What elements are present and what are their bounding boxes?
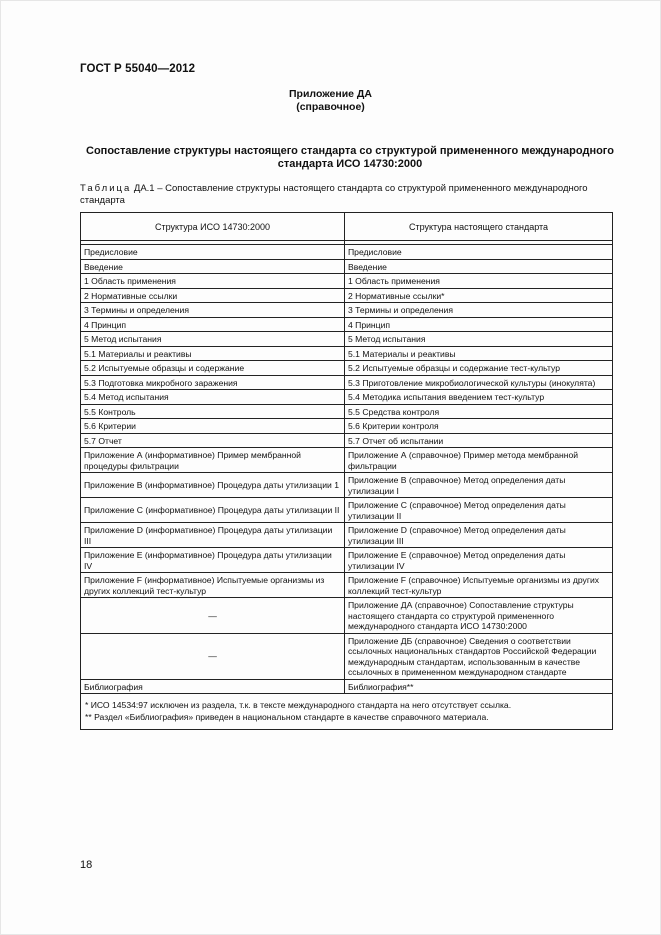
cell-iso-structure: 2 Нормативные ссылки xyxy=(81,288,345,303)
cell-iso-structure: Приложение F (информативное) Испытуемые организмы из других коллекций тест-культур xyxy=(81,573,345,598)
cell-national-structure: Приложение Е (справочное) Метод определения даты утилизации IV xyxy=(345,548,613,573)
table-row xyxy=(81,598,613,634)
table-row xyxy=(81,679,613,694)
cell-national-structure: 3 Термины и определения xyxy=(345,303,613,318)
table-footnote: ** Раздел «Библиография» приведен в национальном стандарте в качестве справочного материала. xyxy=(85,712,489,722)
table-row xyxy=(81,245,613,260)
cell-iso-structure: — xyxy=(81,633,345,679)
table-row xyxy=(81,448,613,473)
comparison-table xyxy=(80,212,613,730)
cell-national-structure: Предисловие xyxy=(345,245,613,260)
cell-national-structure: Введение xyxy=(345,259,613,274)
cell-iso-structure: 5.5 Контроль xyxy=(81,404,345,419)
table-row xyxy=(81,498,613,523)
cell-iso-structure: Приложение С (информативное) Процедура даты утилизации II xyxy=(81,498,345,523)
table-row xyxy=(81,419,613,434)
table-row xyxy=(81,303,613,318)
cell-iso-structure: 5.4 Метод испытания xyxy=(81,390,345,405)
cell-iso-structure: 5.6 Критерии xyxy=(81,419,345,434)
cell-iso-structure: 3 Термины и определения xyxy=(81,303,345,318)
table-row xyxy=(81,274,613,289)
cell-national-structure: 4 Принцип xyxy=(345,317,613,332)
table-footnote: * ИСО 14534:97 исключен из раздела, т.к. в тексте международного стандарта на него отсутствует ссылка. xyxy=(85,700,512,710)
cell-national-structure: Приложение ДА (справочное) Сопоставление структуры настоящего стандарта со структурой примененного международного стандарта ИСО 14730:2000 xyxy=(345,598,613,634)
table-header-row xyxy=(81,213,613,241)
table-row xyxy=(81,317,613,332)
appendix-title: Приложение ДА xyxy=(289,88,372,100)
cell-national-structure: 5.4 Методика испытания введением тест-культур xyxy=(345,390,613,405)
table-row xyxy=(81,433,613,448)
table-row xyxy=(81,346,613,361)
table-row xyxy=(81,361,613,376)
cell-iso-structure: Приложение Е (информативное) Процедура даты утилизации IV xyxy=(81,548,345,573)
section-title: Сопоставление структуры настоящего стандарта со структурой примененного международного стандарта ИСО 14730:2000 xyxy=(86,145,614,170)
cell-national-structure: 2 Нормативные ссылки* xyxy=(345,288,613,303)
cell-iso-structure: Приложение А (информативное) Пример мембранной процедуры фильтрации xyxy=(81,448,345,473)
table-header-cell: Структура настоящего стандарта xyxy=(345,213,613,241)
cell-national-structure: 5.2 Испытуемые образцы и содержание тест-культур xyxy=(345,361,613,376)
cell-national-structure: 1 Область применения xyxy=(345,274,613,289)
table-caption-number: ДА.1 xyxy=(133,183,155,194)
cell-iso-structure: Введение xyxy=(81,259,345,274)
cell-national-structure: Приложение ДБ (справочное) Сведения о соответствии ссылочных национальных стандартов Российской Федерации международным стандартам, использованным в качестве ссылочных в примененном международном стандарте xyxy=(345,633,613,679)
cell-iso-structure: Библиография xyxy=(81,679,345,694)
cell-iso-structure: 5.7 Отчет xyxy=(81,433,345,448)
cell-national-structure: 5.5 Средства контроля xyxy=(345,404,613,419)
cell-national-structure: 5.6 Критерии контроля xyxy=(345,419,613,434)
table-row xyxy=(81,390,613,405)
cell-iso-structure: 5 Метод испытания xyxy=(81,332,345,347)
table-notes xyxy=(81,694,613,730)
table-caption-text: – Сопоставление структуры настоящего стандарта со структурой примененного международного стандарта xyxy=(80,183,588,206)
cell-iso-structure: 5.1 Материалы и реактивы xyxy=(81,346,345,361)
cell-national-structure: Приложение С (справочное) Метод определения даты утилизации II xyxy=(345,498,613,523)
table-row xyxy=(81,332,613,347)
table-row xyxy=(81,288,613,303)
cell-iso-structure: 5.2 Испытуемые образцы и содержание xyxy=(81,361,345,376)
table-row xyxy=(81,633,613,679)
cell-national-structure: Приложение А (справочное) Пример метода мембранной фильтрации xyxy=(345,448,613,473)
cell-national-structure: 5.1 Материалы и реактивы xyxy=(345,346,613,361)
cell-iso-structure: Предисловие xyxy=(81,245,345,260)
table-row xyxy=(81,259,613,274)
table-row xyxy=(81,375,613,390)
table-header-cell: Структура ИСО 14730:2000 xyxy=(81,213,345,241)
table-row xyxy=(81,523,613,548)
cell-iso-structure: Приложение В (информативное) Процедура даты утилизации 1 xyxy=(81,473,345,498)
table-caption-label: Таблица xyxy=(80,183,132,194)
table-notes-row xyxy=(81,694,613,730)
table-row xyxy=(81,548,613,573)
cell-iso-structure: 5.3 Подготовка микробного заражения xyxy=(81,375,345,390)
cell-national-structure: 5.3 Приготовление микробиологической культуры (инокулята) xyxy=(345,375,613,390)
cell-iso-structure: 4 Принцип xyxy=(81,317,345,332)
table-row xyxy=(81,404,613,419)
cell-iso-structure: Приложение D (информативное) Процедура даты утилизации III xyxy=(81,523,345,548)
cell-national-structure: Приложение D (справочное) Метод определения даты утилизации III xyxy=(345,523,613,548)
cell-iso-structure: 1 Область применения xyxy=(81,274,345,289)
table-caption xyxy=(80,183,610,207)
table-row xyxy=(81,573,613,598)
cell-national-structure: Приложение F (справочное) Испытуемые организмы из других коллекций тест-культур xyxy=(345,573,613,598)
table-row xyxy=(81,473,613,498)
appendix-subtitle: (справочное) xyxy=(296,101,365,113)
cell-national-structure: Приложение В (справочное) Метод определения даты утилизации I xyxy=(345,473,613,498)
cell-national-structure: 5 Метод испытания xyxy=(345,332,613,347)
document-id: ГОСТ Р 55040—2012 xyxy=(80,63,196,75)
cell-national-structure: Библиография** xyxy=(345,679,613,694)
cell-national-structure: 5.7 Отчет об испытании xyxy=(345,433,613,448)
page-number: 18 xyxy=(80,859,93,871)
cell-iso-structure: — xyxy=(81,598,345,634)
